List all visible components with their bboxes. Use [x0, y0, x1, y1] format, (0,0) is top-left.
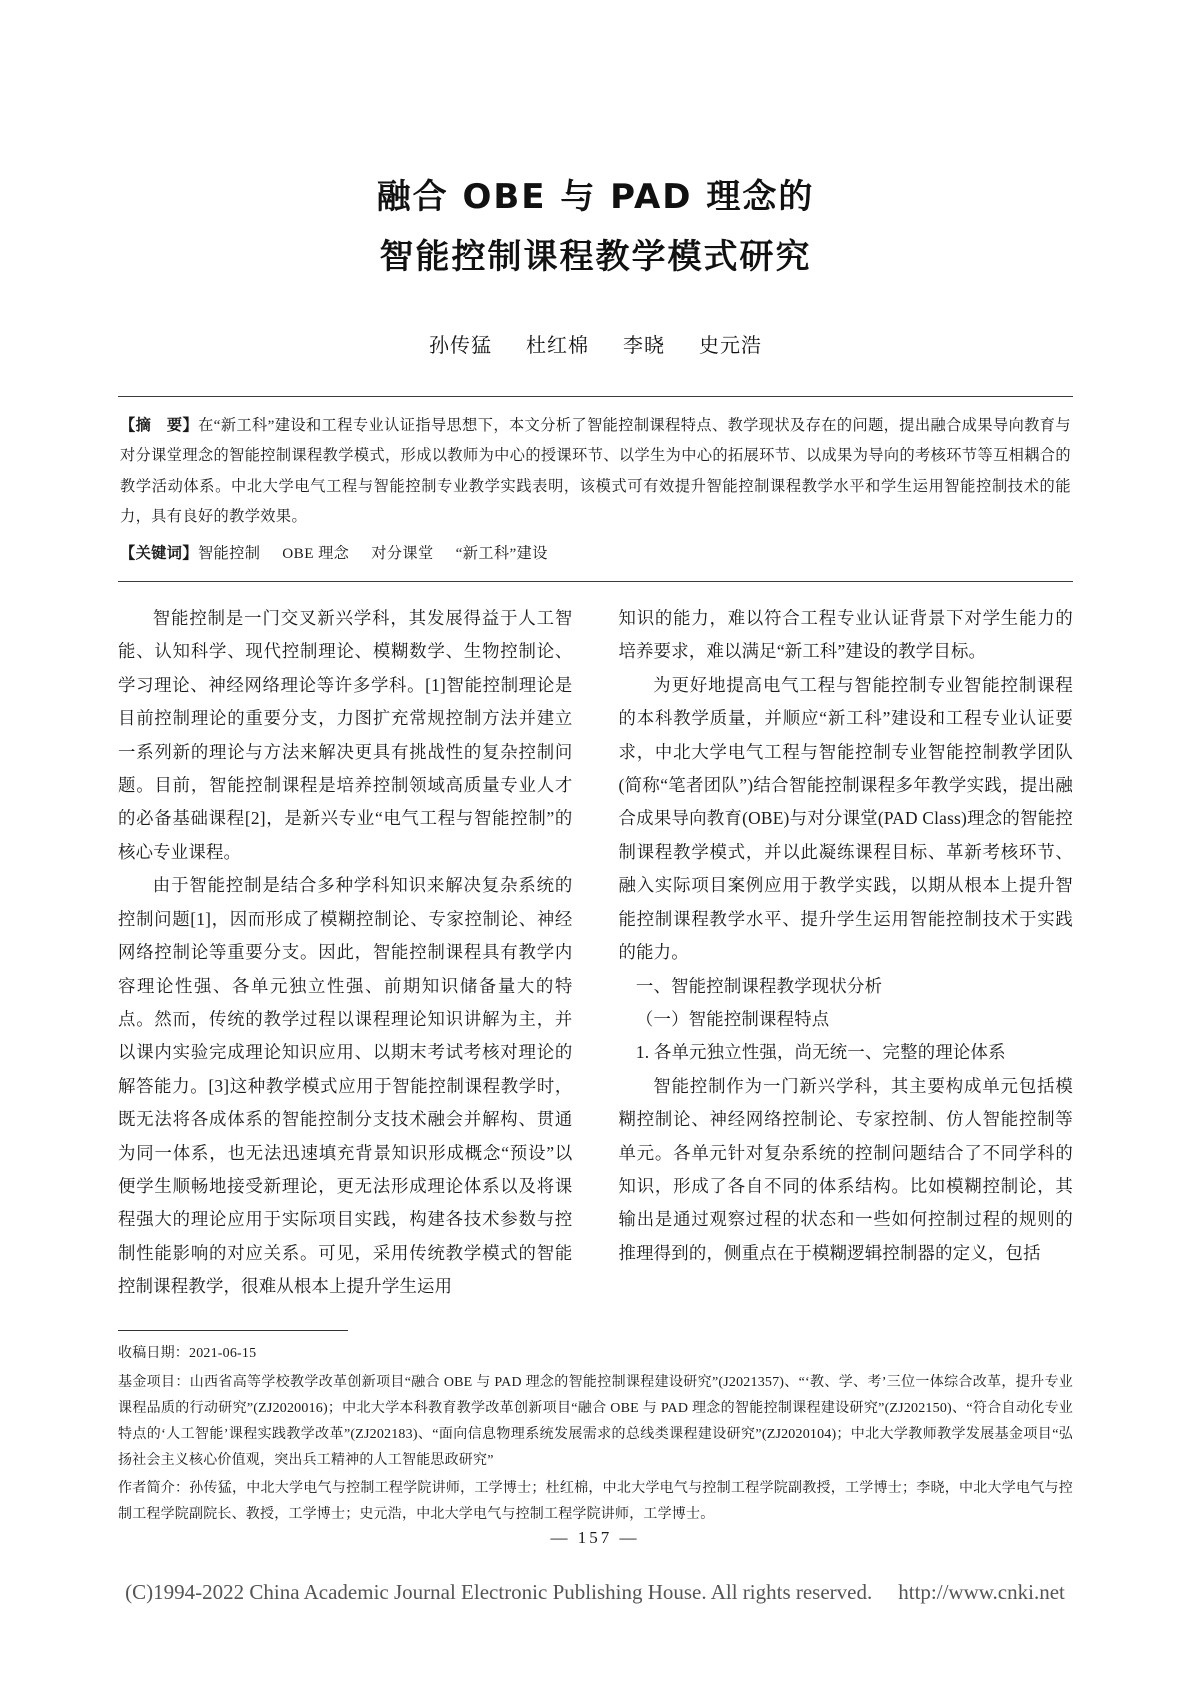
author-list	[118, 329, 1073, 358]
author-4: 史元浩	[699, 335, 762, 357]
copyright-footer	[0, 1580, 1190, 1605]
keyword-4: “新工科”建设	[455, 544, 548, 562]
footnote-author-bio: 作者简介：孙传猛，中北大学电气与控制工程学院讲师，工学博士；杜红棉，中北大学电气与控制工程学院副教授，工学博士；李晓，中北大学电气与控制工程学院副院长、教授，工学博士；史元浩，中北大学电气与控制工程学院讲师，工学博士。	[118, 1481, 1073, 1523]
abstract-paragraph	[120, 411, 1071, 533]
paragraph: 由于智能控制是结合多种学科知识来解决复杂系统的控制问题[1]，因而形成了模糊控制论、专家控制论、神经网络控制论等重要分支。因此，智能控制课程具有教学内容理论性强、各单元独立性强、前期知识储备量大的特点。然而，传统的教学过程以课程理论知识讲解为主，并以课内实验完成理论知识应用、以期末考试考核对理论的解答能力。[3]这种教学模式应用于智能控制课程教学时，既无法将各成体系的智能控制分支技术融会并解构、贯通为同一体系，也无法迅速填充背景知识形成概念“预设”以便学生顺畅地接受新理论，更无法形成理论体系以及将课程强大的理论应用于实际项目实践，构建各技术参数与控制性能影响的对应关系。可见，采用传统教学模式的智能控制课程教学，很难从根本上提升学生运用	[118, 875, 573, 1297]
body-columns	[118, 602, 1073, 1304]
abstract-text: 在“新工科”建设和工程专业认证指导思想下，本文分析了智能控制课程特点、教学现状及存在的问题，提出融合成果导向教育与对分课堂理念的智能控制课程教学模式，形成以教师为中心的授课环节、以学生为中心的拓展环节、以成果为导向的考核环节等互相耦合的教学活动体系。中北大学电气工程与智能控制专业教学实践表明，该模式可有效提升智能控制课程教学水平和学生运用智能控制技术的能力，具有良好的教学效果。	[120, 417, 1071, 526]
keywords-paragraph	[120, 539, 1071, 569]
author-2: 杜红棉	[526, 335, 589, 357]
column-left	[118, 602, 573, 1304]
paragraph: 知识的能力，难以符合工程专业认证背景下对学生能力的培养要求，难以满足“新工科”建设的教学目标。	[618, 608, 1073, 662]
paragraph: 智能控制作为一门新兴学科，其主要构成单元包括模糊控制论、神经网络控制论、专家控制、仿人智能控制等单元。各单元针对复杂系统的控制问题结合了不同学科的知识，形成了各自不同的体系结构。比如模糊控制论，其输出是通过观察过程的状态和一些如何控制过程的规则的推理得到的，侧重点在于模糊逻辑控制器的定义，包括	[618, 1075, 1073, 1263]
copyright-text: (C)1994-2022 China Academic Journal Electronic Publishing House. All rights reserved.	[125, 1580, 873, 1604]
section-heading-1: 一、智能控制课程教学现状分析	[635, 975, 883, 996]
keyword-3: 对分课堂	[371, 544, 434, 562]
section-heading-3: 1. 各单元独立性强，尚无统一、完整的理论体系	[635, 1042, 1006, 1063]
paragraph: 智能控制是一门交叉新兴学科，其发展得益于人工智能、认知科学、现代控制理论、模糊数学、生物控制论、学习理论、神经网络理论等许多学科。[1]智能控制理论是目前控制理论的重要分支，力图扩充常规控制方法并建立一系列新的理论与方法来解决更具有挑战性的复杂控制问题。目前，智能控制课程是培养控制领域高质量专业人才的必备基础课程[2]，是新兴专业“电气工程与智能控制”的核心专业课程。	[118, 608, 573, 862]
page-number: — 157 —	[550, 1528, 640, 1547]
keyword-1: 智能控制	[197, 544, 261, 562]
title-line-2: 智能控制课程教学模式研究	[379, 236, 812, 277]
paragraph: 为更好地提高电气工程与智能控制专业智能控制课程的本科教学质量，并顺应“新工科”建设和工程专业认证要求，中北大学电气工程与智能控制专业智能控制教学团队(简称“笔者团队”)结合智能控制课程多年教学实践，提出融合成果导向教育(OBE)与对分课堂(PAD Class)理念的智能控制课程教学模式，并以此凝练课程目标、革新考核环节、融入实际项目案例应用于教学实践，以期从根本上提升智能控制课程教学水平、提升学生运用智能控制技术于实践的能力。	[618, 674, 1073, 963]
section-heading-2: （一）智能控制课程特点	[635, 1008, 830, 1029]
author-1: 孙传猛	[429, 335, 492, 357]
keywords-label: 【关键词】	[120, 544, 198, 562]
author-3: 李晓	[623, 335, 665, 357]
footnote-received-date: 收稿日期：2021-06-15	[118, 1346, 257, 1361]
footnote-divider	[118, 1330, 348, 1331]
title-line-1: 融合 OBE 与 PAD 理念的	[376, 177, 815, 217]
footnotes-block	[118, 1330, 1073, 1531]
keyword-2: OBE 理念	[282, 544, 350, 562]
abstract-block	[118, 396, 1073, 582]
column-right	[619, 602, 1074, 1304]
footnote-funding: 基金项目：山西省高等学校教学改革创新项目“融合 OBE 与 PAD 理念的智能控制课程建设研究”(J2021357)、“‘教、学、考’三位一体综合改革，提升专业课程品质的行动研究”(ZJ2020016)；中北大学本科教育教学改革创新项目“融合 OBE 与 PAD 理念的智能控制课程建设研究”(ZJ202150)、“符合自动化专业特点的‘人工智能’课程实践教学改革”(ZJ202183)、“面向信息物理系统发展需求的总线类课程建设研究”(ZJ2020104)；中北大学教师教学发展基金项目“弘扬社会主义核心价值观，突出兵工精神的人工智能思政研究”	[118, 1374, 1073, 1468]
abstract-label: 【摘 要】	[120, 417, 199, 434]
article-content	[118, 168, 1073, 1304]
cnki-url: http://www.cnki.net	[898, 1580, 1065, 1604]
article-title	[118, 168, 1073, 287]
